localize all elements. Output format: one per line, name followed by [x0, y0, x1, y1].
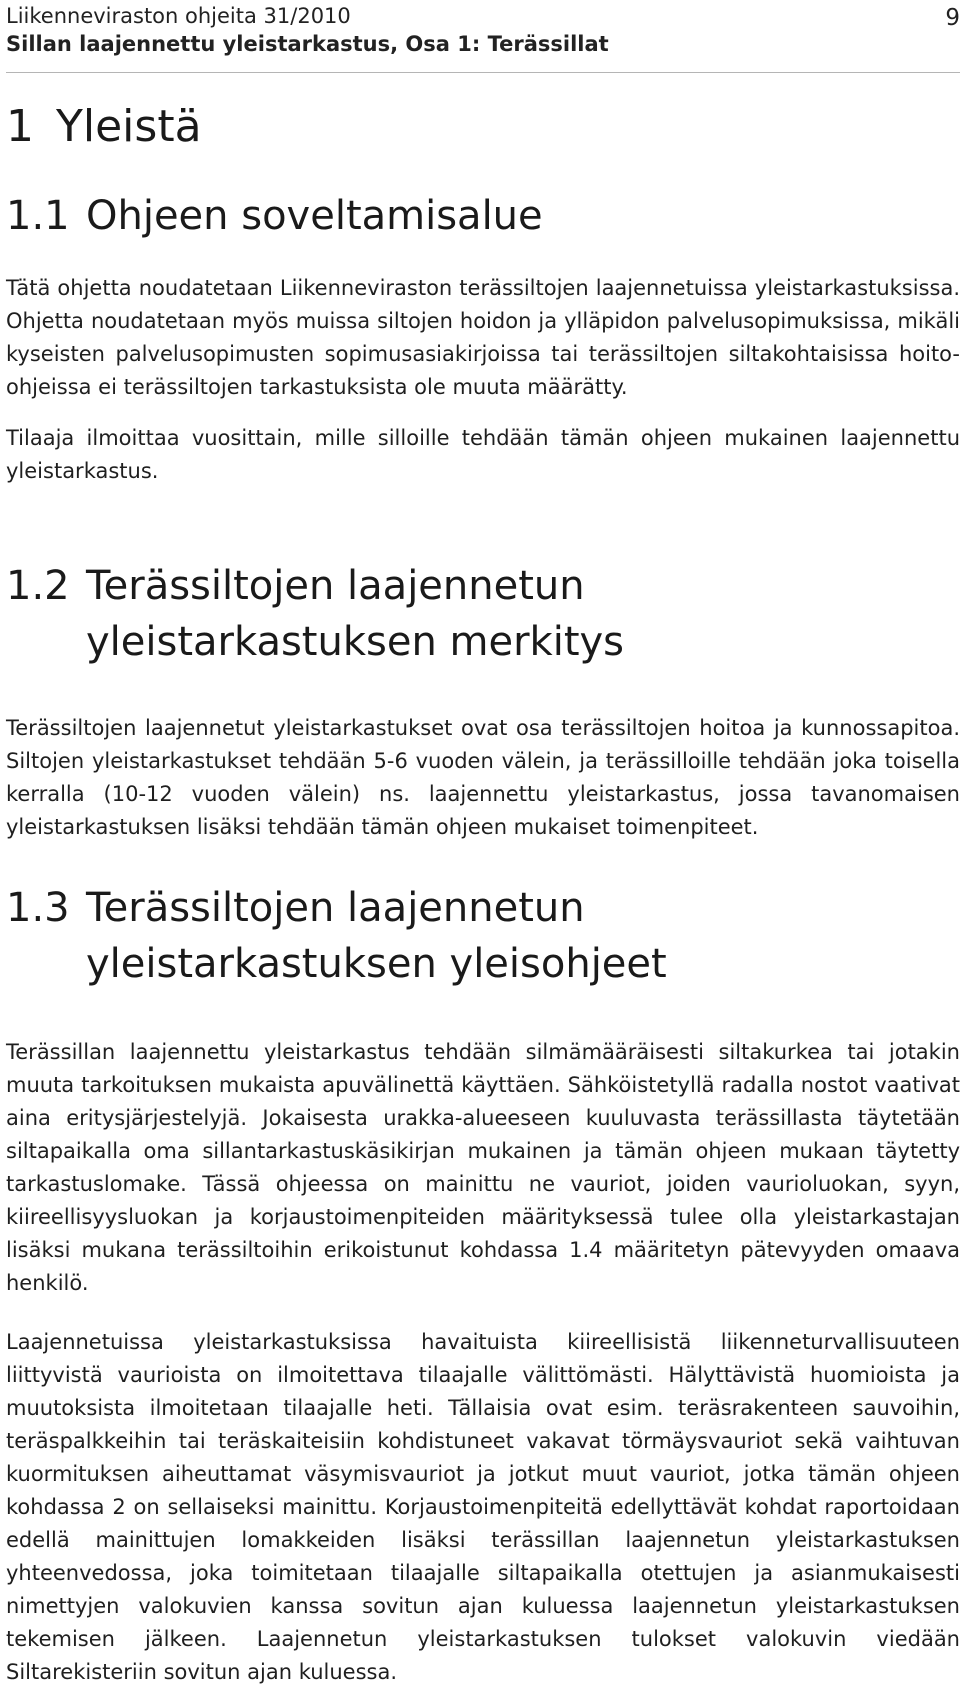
- chapter-heading: [6, 100, 202, 154]
- section-title: Terässiltojen laajennetun yleistarkastuksen merkitys: [86, 563, 625, 665]
- section-heading-1-2: [6, 558, 960, 670]
- section-heading-1-1: [6, 188, 960, 244]
- paragraph-1-3-b: Laajennetuissa yleistarkastuksissa havaituista kiireellisistä liikenneturvallisuuteen liittyvistä vaurioista on ilmoitettava tilaajalle välittömästi. Hälyttävistä huomioista ja muutoksista ilmoitetaan tilaajalle heti. Tällaisia ovat esim. teräsrakenteen sauvoihin, teräspalkkeihin tai teräskaiteisiin kohdistuneet vakavat törmäysvauriot sekä vaihtuvan kuormituksen aiheuttamat väsymisvauriot ja jotkut muut vauriot, jotka tämän ohjeen kohdassa 2 on sellaiseksi mainittu. Korjaustoimenpiteitä edellyttävät kohdat raportoidaan edellä mainittujen lomakkeiden lisäksi terässillan laajennetun yleistarkastuksen yhteenvedossa, joka toimitetaan tilaajalle siltapaikalla otettujen ja asianmukaisesti nimettyjen valokuvien kanssa sovitun ajan kuluessa laajennetun yleistarkastuksen tekemisen jälkeen. Laajennetun yleistarkastuksen tulokset valokuvin viedään Siltarekisteriin sovitun ajan kuluessa.: [6, 1330, 960, 1684]
- document-page: [6, 0, 960, 1685]
- document-title: Sillan laajennettu yleistarkastus, Osa 1: Terässillat: [6, 32, 609, 56]
- section-title: Terässiltojen laajennetun yleistarkastuksen yleisohjeet: [86, 885, 667, 987]
- paragraph-1-2-a: Terässiltojen laajennetut yleistarkastukset ovat osa terässiltojen hoitoa ja kunnossapitoa. Siltojen yleistarkastukset tehdään 5-6 vuoden välein, ja terässilloille tehdään joka toisella kerralla (10-12 vuoden välein) ns. laajennettu yleistarkastus, jossa tavanomaisen yleistarkastuksen lisäksi tehdään tämän ohjeen mukaiset toimenpiteet.: [6, 716, 960, 839]
- running-header: [6, 0, 960, 73]
- paragraph-1-3-a: Terässillan laajennettu yleistarkastus tehdään silmämääräisesti siltakurkea tai jotakin muuta tarkoituksen mukaista apuvälinettä käyttäen. Sähköistetyllä radalla nostot vaativat aina eritysjärjestelyjä. Jokaisesta urakka-alueeseen kuuluvasta terässillasta täytetään siltapaikalla oma sillantarkastuskäsikirjan mukainen ja tämän ohjeen mukaan täytetty tarkastuslomake. Tässä ohjeessa on mainittu ne vauriot, joiden vaurioluokan, syyn, kiireellisyysluokan ja korjaustoimenpiteiden määrityksessä tulee olla yleistarkastajan lisäksi mukana terässiltoihin erikoistunut kohdassa 1.4 määritetyn pätevyyden omaava henkilö.: [6, 1040, 960, 1295]
- section-number: 1.1: [6, 193, 70, 239]
- publication-series: Liikenneviraston ohjeita 31/2010: [6, 4, 351, 28]
- chapter-number: 1: [6, 101, 34, 152]
- paragraph-1-1-a: Tätä ohjetta noudatetaan Liikenneviraston terässiltojen laajennetuissa yleistarkastuksissa. Ohjetta noudatetaan myös muissa siltojen hoidon ja ylläpidon palvelusopimuksissa, mikäli kyseisten palvelusopimusten sopimusasiakirjoissa tai terässiltojen siltakohtaisissa hoito-ohjeissa ei terässiltojen tarkastuksista ole muuta määrätty.: [6, 276, 960, 399]
- section-title: Ohjeen soveltamisalue: [86, 193, 543, 239]
- page-number: 9: [945, 5, 960, 31]
- section-number: 1.2: [6, 563, 70, 609]
- paragraph-1-1-b: Tilaaja ilmoittaa vuosittain, mille silloille tehdään tämän ohjeen mukainen laajennettu yleistarkastus.: [6, 426, 960, 483]
- section-number: 1.3: [6, 885, 70, 931]
- chapter-title: Yleistä: [56, 101, 202, 152]
- section-heading-1-3: [6, 880, 960, 992]
